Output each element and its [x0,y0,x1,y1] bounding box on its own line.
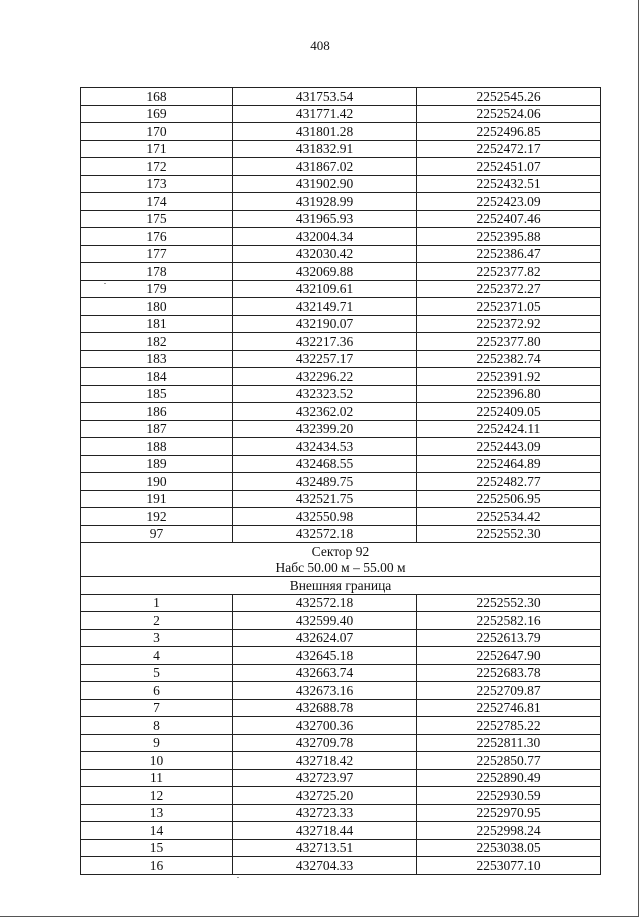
table-row [81,420,601,438]
point-number: 187 [81,420,233,438]
table-row [81,525,601,543]
y-coordinate: 2252407.46 [417,210,601,228]
x-coordinate: 432362.02 [233,403,417,421]
point-number: 8 [81,717,233,735]
x-coordinate: 431965.93 [233,210,417,228]
x-coordinate: 432663.74 [233,664,417,682]
x-coordinate: 432030.42 [233,245,417,263]
y-coordinate: 2252890.49 [417,769,601,787]
y-coordinate: 2252423.09 [417,193,601,211]
point-number: 176 [81,228,233,246]
point-number: 189 [81,455,233,473]
y-coordinate: 2252785.22 [417,717,601,735]
y-coordinate: 2252970.95 [417,804,601,822]
point-number: 13 [81,804,233,822]
y-coordinate: 2252432.51 [417,175,601,193]
point-number: 97 [81,525,233,543]
boundary-label: Внешняя граница [81,577,601,595]
coordinates-part-1 [81,88,601,543]
y-coordinate: 2252395.88 [417,228,601,246]
y-coordinate: 2252443.09 [417,438,601,456]
point-number: 168 [81,88,233,106]
point-number: 12 [81,787,233,805]
point-number: 3 [81,629,233,647]
y-coordinate: 2252409.05 [417,403,601,421]
y-coordinate: 2252534.42 [417,508,601,526]
y-coordinate: 2252424.11 [417,420,601,438]
y-coordinate: 2252582.16 [417,612,601,630]
y-coordinate: 2252377.80 [417,333,601,351]
y-coordinate: 2252372.92 [417,315,601,333]
point-number: 2 [81,612,233,630]
y-coordinate: 2253077.10 [417,857,601,875]
table-row [81,175,601,193]
x-coordinate: 432688.78 [233,699,417,717]
x-coordinate: 432645.18 [233,647,417,665]
y-coordinate: 2252482.77 [417,473,601,491]
table-row [81,210,601,228]
y-coordinate: 2252386.47 [417,245,601,263]
point-number: 186 [81,403,233,421]
y-coordinate: 2252451.07 [417,158,601,176]
table-row [81,473,601,491]
table-row [81,699,601,717]
table-row [81,263,601,281]
table-row [81,228,601,246]
x-coordinate: 432468.55 [233,455,417,473]
x-coordinate: 432069.88 [233,263,417,281]
y-coordinate: 2253038.05 [417,839,601,857]
boundary-label-row [81,577,601,595]
coordinates-part-2 [81,594,601,874]
y-coordinate: 2252811.30 [417,734,601,752]
point-number: 183 [81,350,233,368]
y-coordinate: 2252524.06 [417,105,601,123]
y-coordinate: 2252382.74 [417,350,601,368]
table-row [81,490,601,508]
point-number: 169 [81,105,233,123]
table-row [81,385,601,403]
table-row [81,629,601,647]
x-coordinate: 432434.53 [233,438,417,456]
point-number: 190 [81,473,233,491]
y-coordinate: 2252746.81 [417,699,601,717]
y-coordinate: 2252552.30 [417,594,601,612]
scan-speck [237,877,239,878]
y-coordinate: 2252506.95 [417,490,601,508]
y-coordinate: 2252613.79 [417,629,601,647]
table-row [81,193,601,211]
point-number: 173 [81,175,233,193]
x-coordinate: 432550.98 [233,508,417,526]
y-coordinate: 2252396.80 [417,385,601,403]
x-coordinate: 432700.36 [233,717,417,735]
x-coordinate: 432399.20 [233,420,417,438]
point-number: 11 [81,769,233,787]
table-row [81,787,601,805]
table-row [81,734,601,752]
x-coordinate: 432190.07 [233,315,417,333]
y-coordinate: 2252998.24 [417,822,601,840]
table-row [81,438,601,456]
x-coordinate: 432709.78 [233,734,417,752]
x-coordinate: 432149.71 [233,298,417,316]
table-row [81,839,601,857]
x-coordinate: 432725.20 [233,787,417,805]
x-coordinate: 431928.99 [233,193,417,211]
point-number: 6 [81,682,233,700]
y-coordinate: 2252930.59 [417,787,601,805]
point-number: 15 [81,839,233,857]
x-coordinate: 432723.97 [233,769,417,787]
x-coordinate: 432521.75 [233,490,417,508]
sector-title-cell [81,543,601,577]
point-number: 181 [81,315,233,333]
x-coordinate: 432718.44 [233,822,417,840]
point-number: 192 [81,508,233,526]
point-number: 178 [81,263,233,281]
x-coordinate: 432704.33 [233,857,417,875]
table-row [81,508,601,526]
point-number: 182 [81,333,233,351]
x-coordinate: 432257.17 [233,350,417,368]
table-row [81,140,601,158]
table-row [81,857,601,875]
point-number: 4 [81,647,233,665]
y-coordinate: 2252552.30 [417,525,601,543]
x-coordinate: 432718.42 [233,752,417,770]
sector-height-range: Набс 50.00 м – 55.00 м [275,559,406,575]
x-coordinate: 431867.02 [233,158,417,176]
table-row [81,280,601,298]
table-row [81,717,601,735]
point-number: 188 [81,438,233,456]
table-row [81,245,601,263]
table-row [81,804,601,822]
x-coordinate: 432004.34 [233,228,417,246]
x-coordinate: 432673.16 [233,682,417,700]
table-row [81,822,601,840]
point-number: 10 [81,752,233,770]
point-number: 174 [81,193,233,211]
x-coordinate: 432109.61 [233,280,417,298]
y-coordinate: 2252647.90 [417,647,601,665]
table-row [81,105,601,123]
x-coordinate: 432296.22 [233,368,417,386]
x-coordinate: 431832.91 [233,140,417,158]
table-row [81,769,601,787]
y-coordinate: 2252496.85 [417,123,601,141]
page-number: 408 [310,38,330,53]
y-coordinate: 2252464.89 [417,455,601,473]
table-row [81,158,601,176]
point-number: 172 [81,158,233,176]
x-coordinate: 431801.28 [233,123,417,141]
point-number: 185 [81,385,233,403]
point-number: 170 [81,123,233,141]
x-coordinate: 431902.90 [233,175,417,193]
table-row [81,350,601,368]
y-coordinate: 2252372.27 [417,280,601,298]
x-coordinate: 432599.40 [233,612,417,630]
x-coordinate: 432624.07 [233,629,417,647]
point-number: 5 [81,664,233,682]
point-number: 184 [81,368,233,386]
y-coordinate: 2252545.26 [417,88,601,106]
y-coordinate: 2252377.82 [417,263,601,281]
y-coordinate: 2252472.17 [417,140,601,158]
table-row [81,682,601,700]
x-coordinate: 431753.54 [233,88,417,106]
point-number: 14 [81,822,233,840]
table-row [81,368,601,386]
point-number: 177 [81,245,233,263]
y-coordinate: 2252850.77 [417,752,601,770]
x-coordinate: 431771.42 [233,105,417,123]
point-number: 191 [81,490,233,508]
y-coordinate: 2252371.05 [417,298,601,316]
table-row [81,455,601,473]
x-coordinate: 432713.51 [233,839,417,857]
x-coordinate: 432723.33 [233,804,417,822]
table-row [81,333,601,351]
point-number: 7 [81,699,233,717]
x-coordinate: 432217.36 [233,333,417,351]
point-number: 16 [81,857,233,875]
sector-title-row [81,543,601,577]
x-coordinate: 432572.18 [233,594,417,612]
table-row [81,123,601,141]
table-row [81,647,601,665]
point-number: 175 [81,210,233,228]
x-coordinate: 432572.18 [233,525,417,543]
point-number: 180 [81,298,233,316]
table-row [81,403,601,421]
x-coordinate: 432489.75 [233,473,417,491]
table-row [81,752,601,770]
point-number: 171 [81,140,233,158]
point-number: 9 [81,734,233,752]
x-coordinate: 432323.52 [233,385,417,403]
y-coordinate: 2252391.92 [417,368,601,386]
point-number: 1 [81,594,233,612]
point-number: 179 [81,280,233,298]
table-row [81,315,601,333]
table-row [81,594,601,612]
table-row [81,88,601,106]
table-row [81,664,601,682]
sector-header [81,543,601,595]
table-row [81,612,601,630]
sector-title: Сектор 92 [311,543,370,559]
coordinates-table [80,87,601,875]
y-coordinate: 2252709.87 [417,682,601,700]
scan-speck [104,283,106,284]
y-coordinate: 2252683.78 [417,664,601,682]
table-row [81,298,601,316]
